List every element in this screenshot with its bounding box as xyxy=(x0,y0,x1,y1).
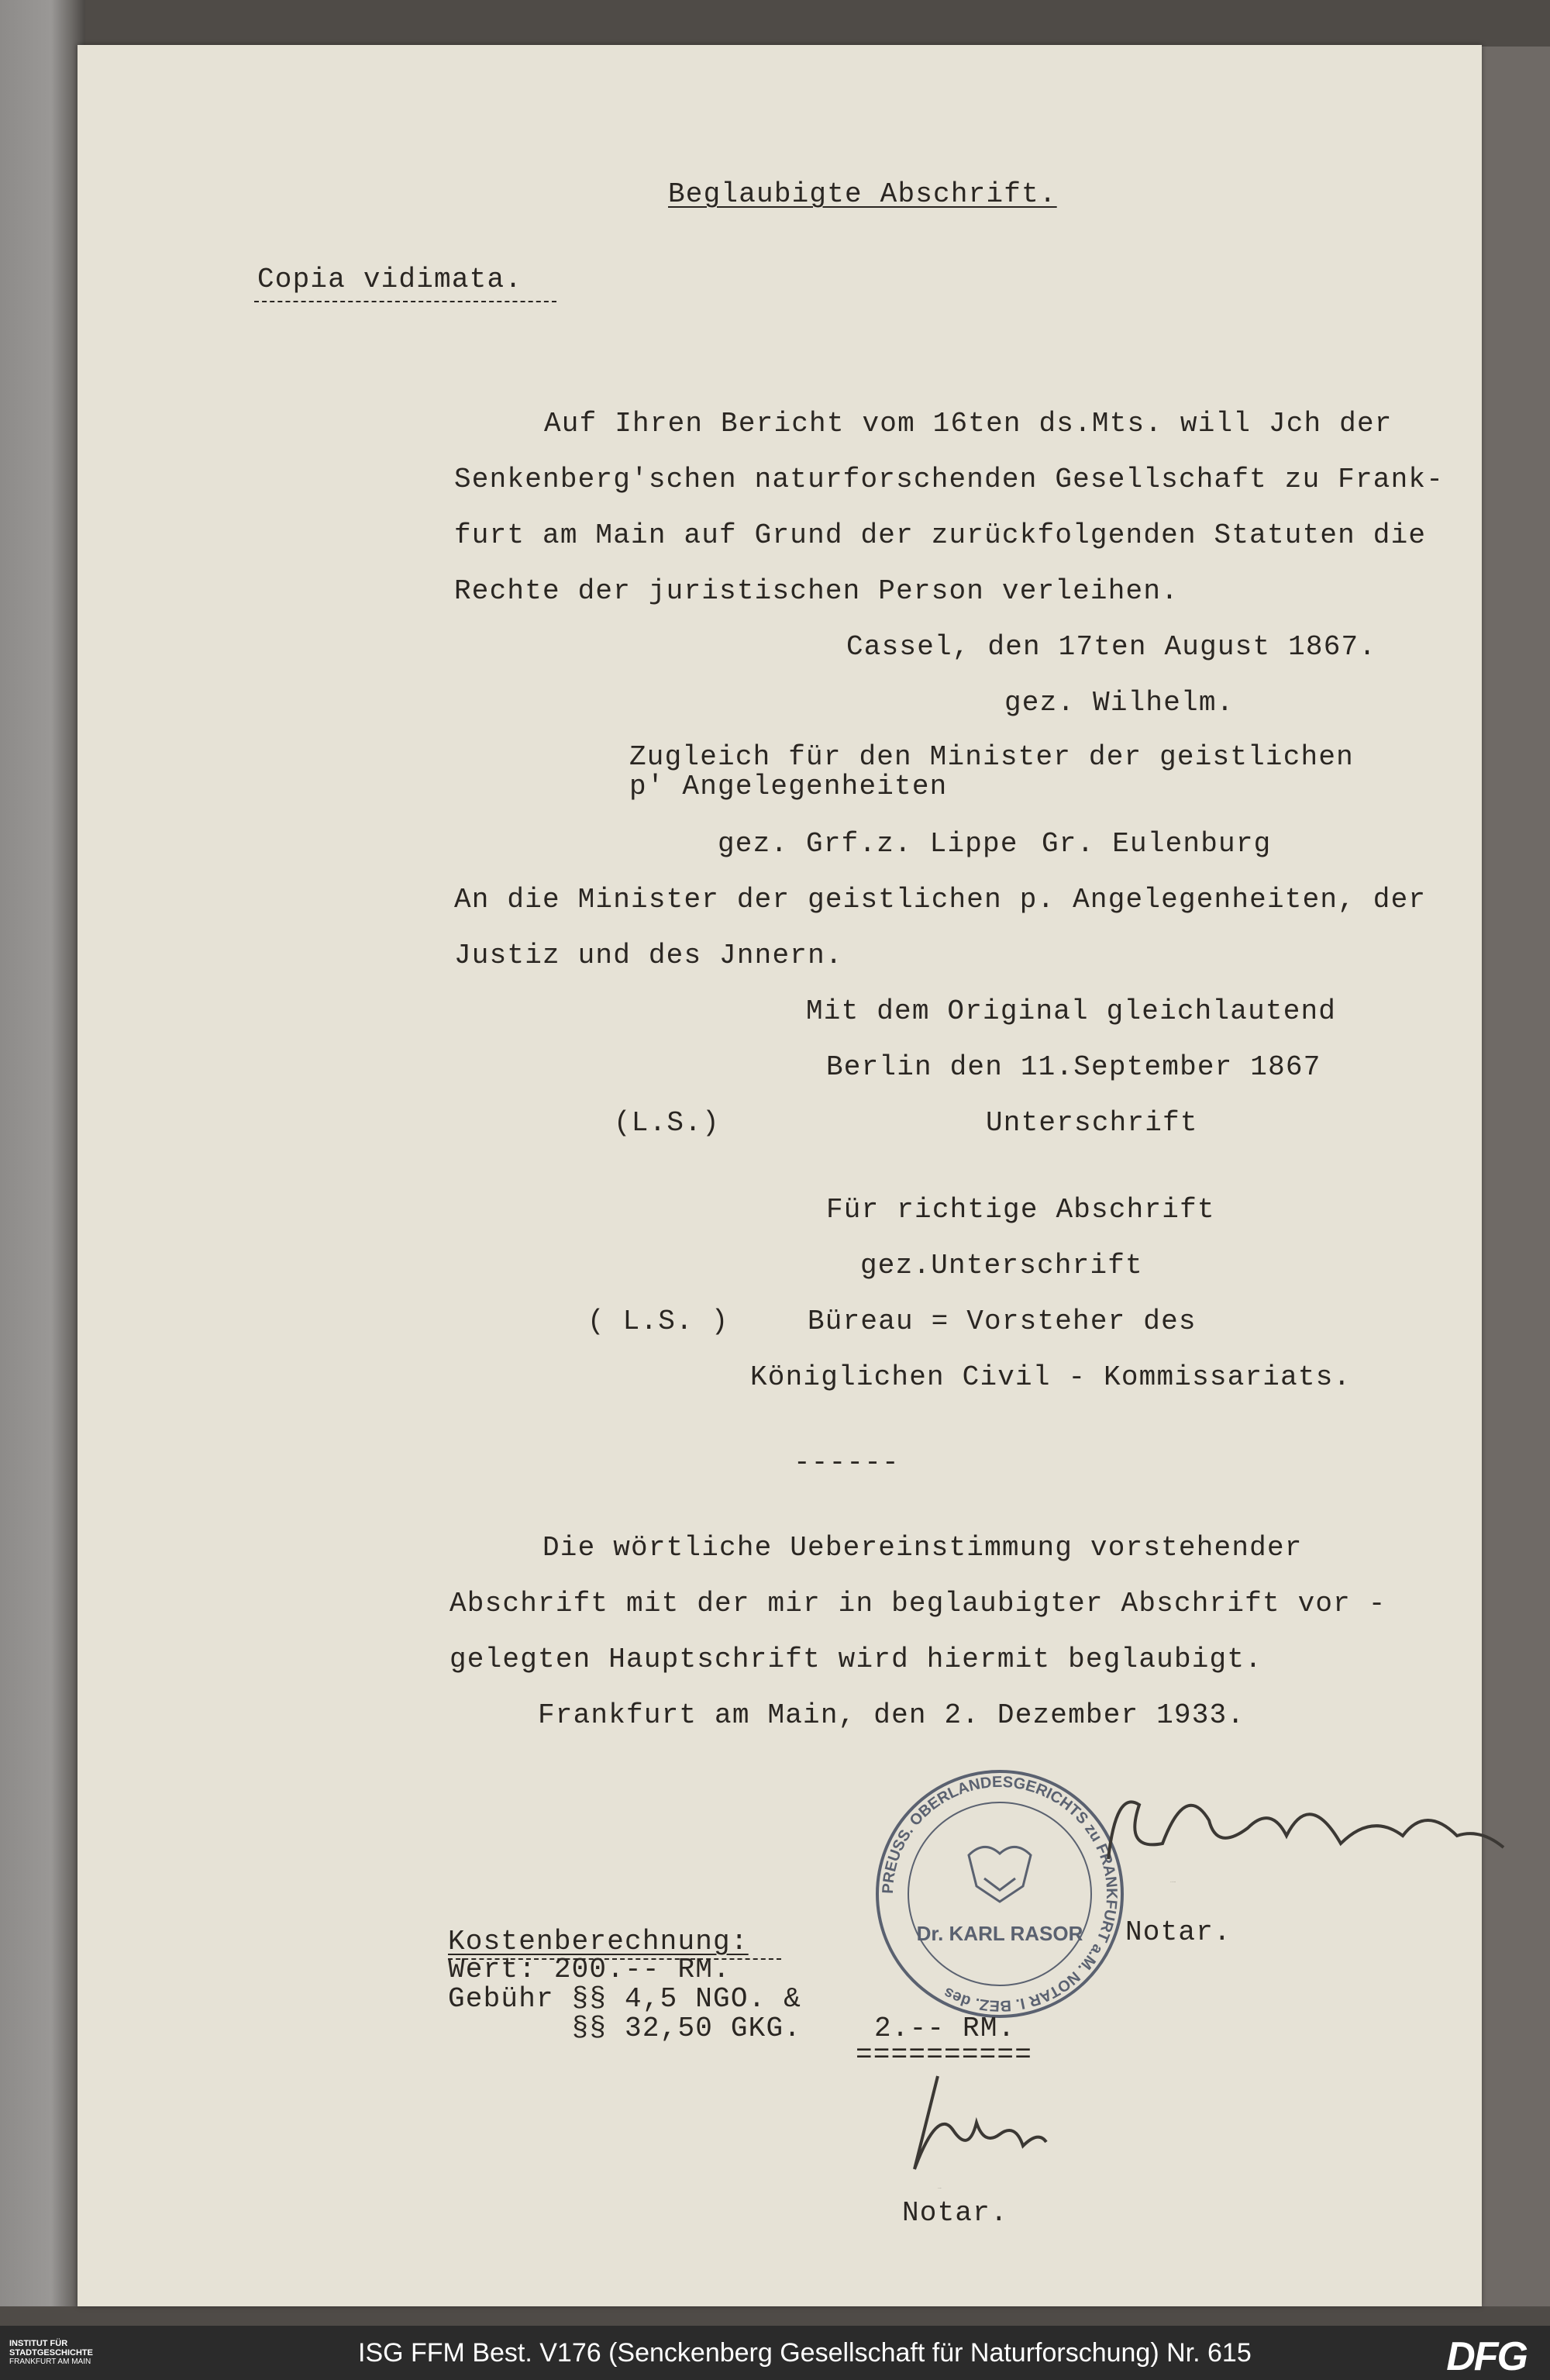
institution-label xyxy=(0,2339,133,2367)
document-heading: Beglaubigte Abschrift. xyxy=(668,178,1057,210)
cost-total-rule: ========== xyxy=(856,2039,1033,2071)
stamp-ring-text: PREUSS. OBERLANDESGERICHTS zu FRANKFURT a.M. NOTAR I. BEZ. des xyxy=(879,1773,1121,2015)
archive-caption: ISG FFM Best. V176 (Senckenberg Gesellschaft für Naturforschung) Nr. 615 xyxy=(358,2337,1252,2368)
signature-1-text: Dr Karl Rasor xyxy=(1170,1882,1176,1883)
document-page xyxy=(78,45,1482,2306)
cost-line: Wert: 200.-- RM. xyxy=(448,1954,731,1985)
document-subheading: Copia vidimata. xyxy=(257,264,523,295)
scan-background-bottom xyxy=(0,2306,1550,2326)
body-line: Auf Ihren Bericht vom 16ten ds.Mts. will Jch der xyxy=(544,408,1393,440)
dfg-logo: DFG xyxy=(1446,2334,1527,2379)
certification-line: gelegten Hauptschrift wird hiermit beglaubigt. xyxy=(450,1644,1262,1675)
notary-stamp xyxy=(868,1762,1132,2026)
notary-signature-2 xyxy=(891,2061,1077,2192)
signed-wilhelm: gez. Wilhelm. xyxy=(1004,687,1235,719)
body-line: Senkenberg'schen naturforschenden Gesellschaft zu Frank- xyxy=(454,464,1444,495)
institution-line: INSTITUT FÜR xyxy=(9,2339,68,2348)
notary-label-1: Notar. xyxy=(1125,1916,1231,1948)
bureau-line: Büreau = Vorsteher des xyxy=(808,1306,1197,1337)
cost-line: Gebühr §§ 4,5 NGO. & xyxy=(448,1983,802,2015)
cost-total: 2.-- RM. xyxy=(874,2013,1016,2044)
place-date-berlin: Berlin den 11.September 1867 xyxy=(826,1051,1321,1083)
addressee-line: Justiz und des Jnnern. xyxy=(454,940,843,971)
notary-signature-1 xyxy=(1093,1758,1527,1890)
original-line: Mit dem Original gleichlautend xyxy=(806,995,1337,1027)
unterschrift-1: Unterschrift xyxy=(986,1107,1198,1139)
svg-text:PREUSS. OBERLANDESGERICHTS zu xyxy=(880,1774,1120,2014)
subheading-underline xyxy=(254,301,556,302)
body-line: Rechte der juristischen Person verleihen. xyxy=(454,575,1179,607)
notary-label-2: Notar. xyxy=(902,2197,1008,2229)
addressee-line: An die Minister der geistlichen p. Angelegenheiten, der xyxy=(454,884,1427,916)
signed-lippe: gez. Grf.z. Lippe xyxy=(718,828,1018,860)
binder-edge xyxy=(0,0,85,2326)
separator: ------ xyxy=(794,1447,900,1478)
seal-mark-2: ( L.S. ) xyxy=(587,1306,729,1337)
richtige-abschrift: Für richtige Abschrift xyxy=(826,1194,1215,1226)
cost-line: §§ 32,50 GKG. xyxy=(448,2013,802,2044)
archive-footer xyxy=(0,2326,1550,2380)
stamp-name: Dr. KARL RASOR xyxy=(916,1922,1083,1945)
certification-line: Die wörtliche Uebereinstimmung vorstehender xyxy=(542,1532,1303,1564)
zugleich-line: p' Angelegenheiten xyxy=(629,771,948,802)
place-date-frankfurt: Frankfurt am Main, den 2. Dezember 1933. xyxy=(538,1699,1245,1731)
signed-eulenburg: Gr. Eulenburg xyxy=(1042,828,1272,860)
place-date-cassel: Cassel, den 17ten August 1867. xyxy=(846,631,1377,663)
kommissariat-line: Königlichen Civil - Kommissariats. xyxy=(750,1361,1352,1393)
gez-unterschrift: gez.Unterschrift xyxy=(860,1250,1143,1281)
institution-line: STADTGESCHICHTE xyxy=(9,2348,93,2358)
cost-title: Kostenberechnung: xyxy=(448,1926,749,1957)
zugleich-line: Zugleich für den Minister der geistlichen xyxy=(629,741,1354,773)
eagle-icon xyxy=(969,1847,1031,1902)
certification-line: Abschrift mit der mir in beglaubigter Abschrift vor - xyxy=(450,1588,1386,1619)
body-line: furt am Main auf Grund der zurückfolgenden Statuten die xyxy=(454,519,1427,551)
seal-mark-1: (L.S.) xyxy=(614,1107,720,1139)
scan-background-top xyxy=(0,0,1550,47)
institution-sub: FRANKFURT AM MAIN xyxy=(9,2358,91,2366)
